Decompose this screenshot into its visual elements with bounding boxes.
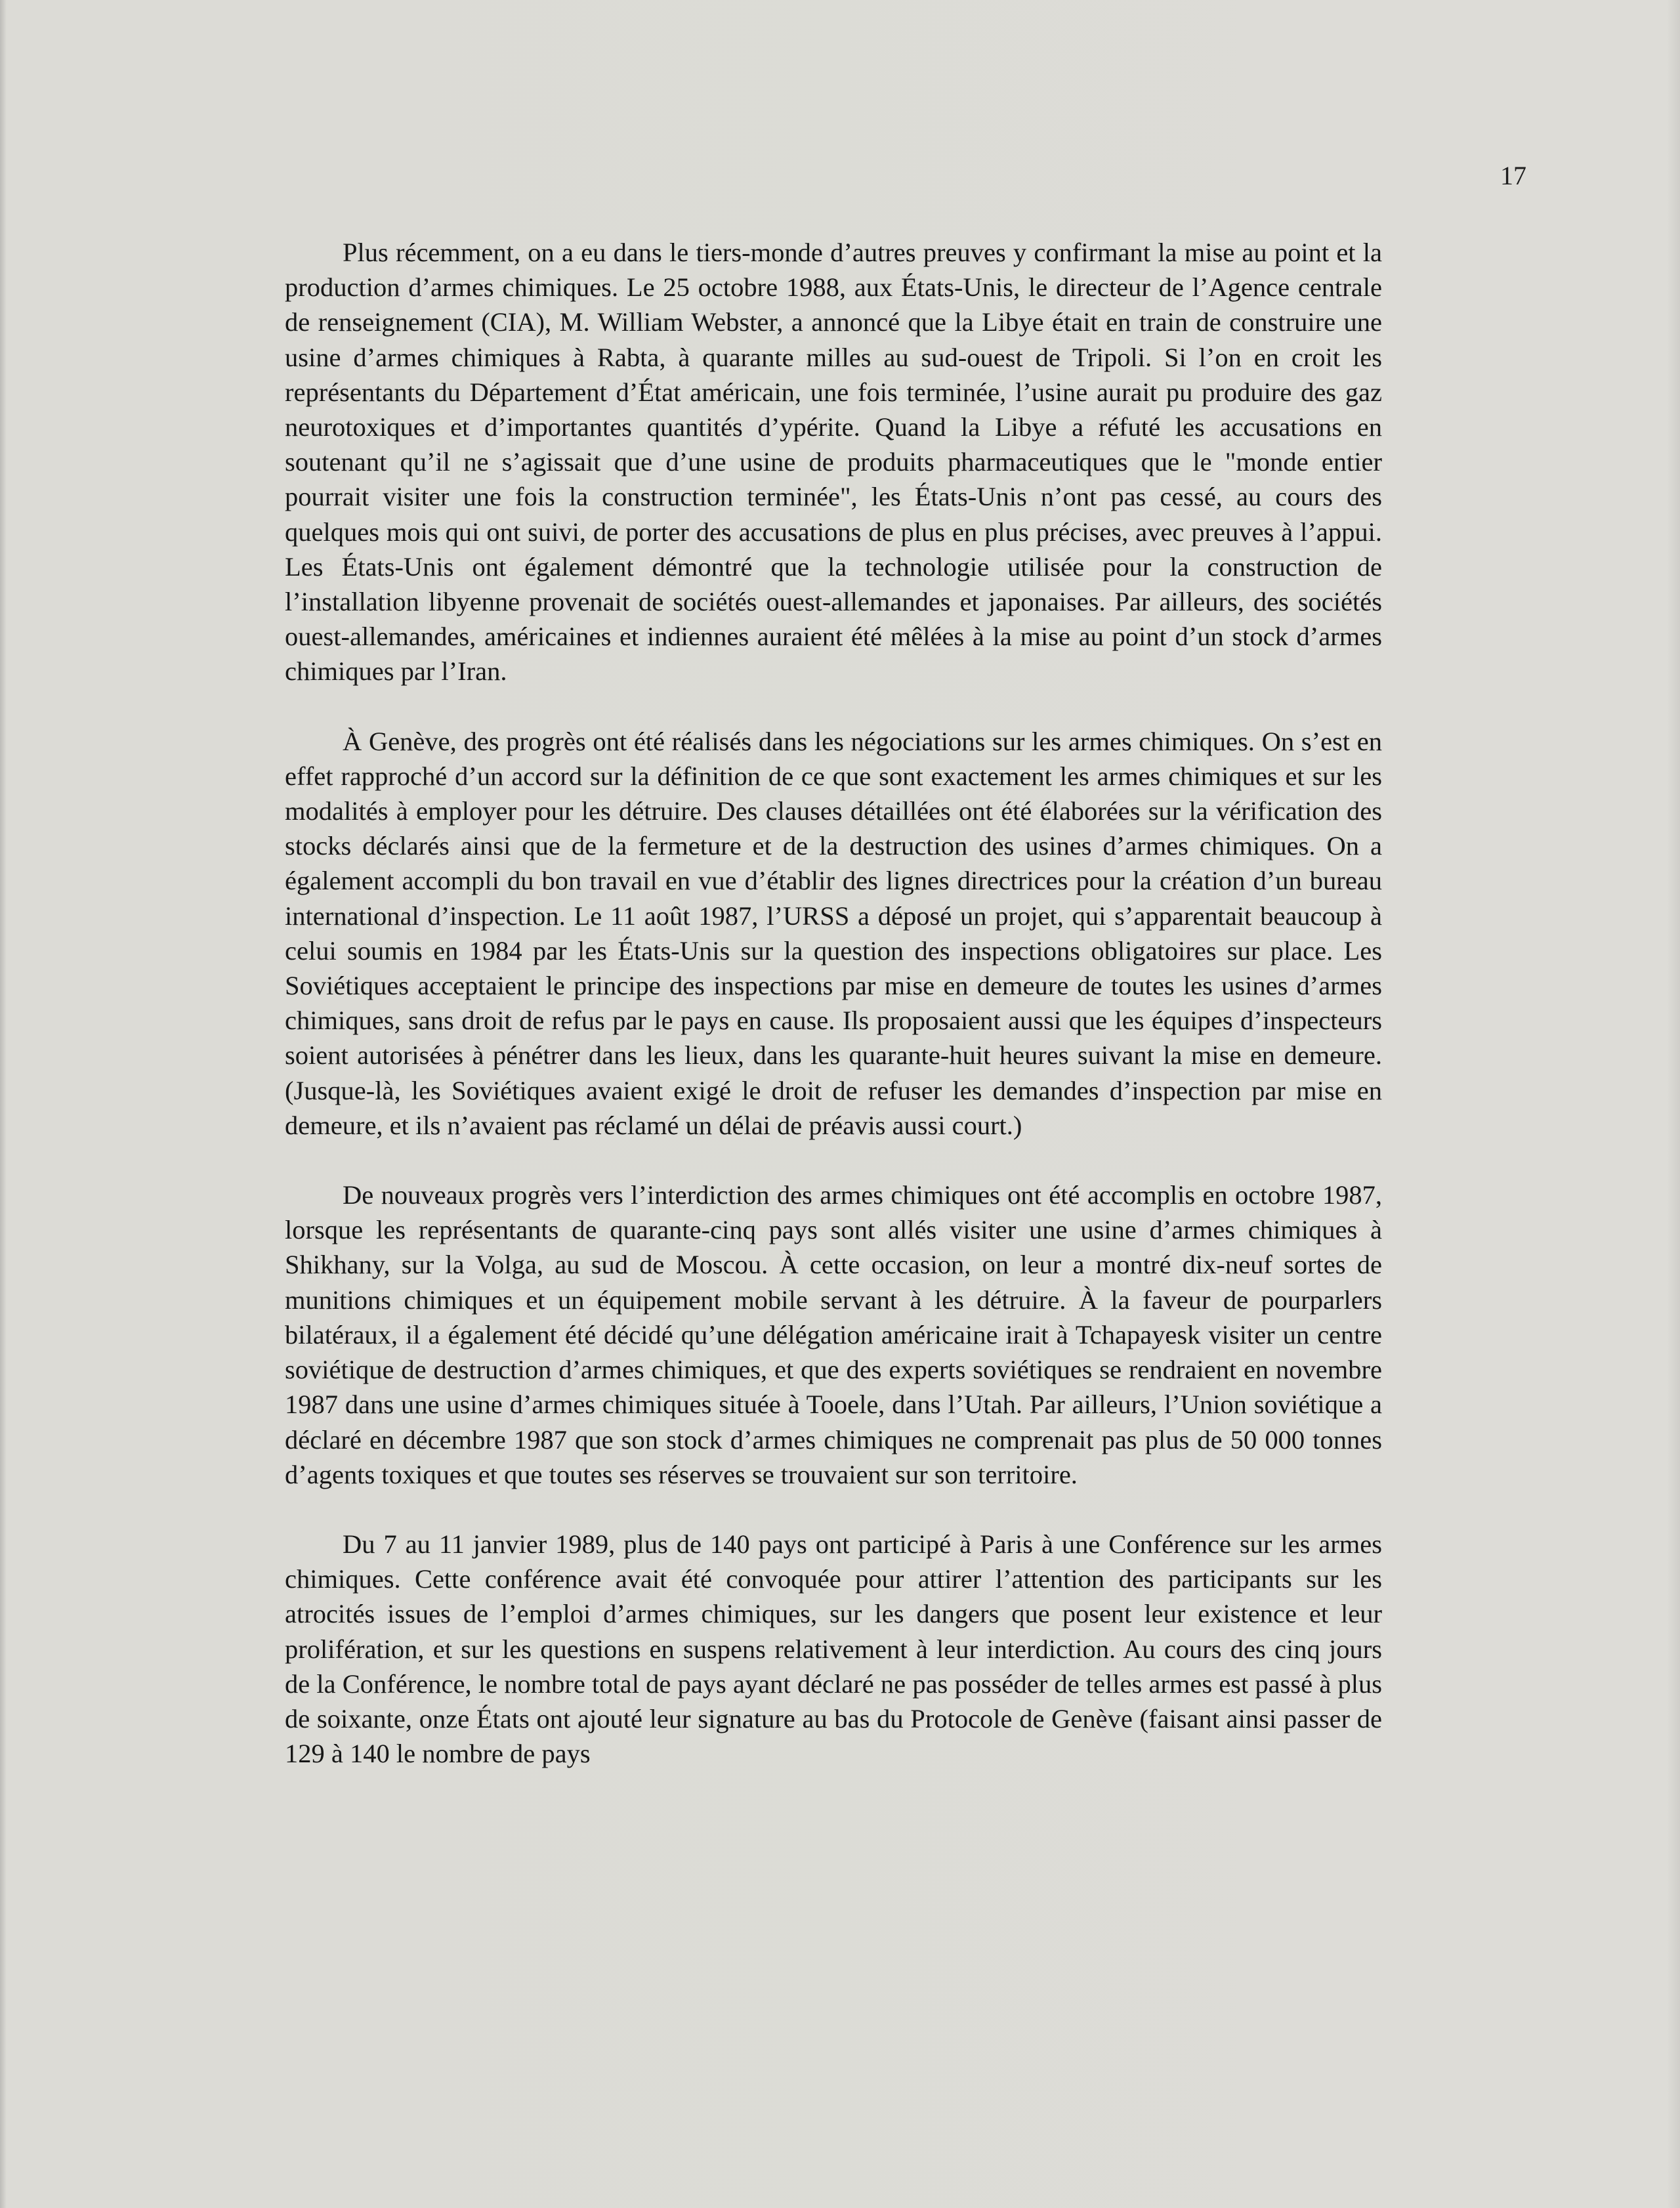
paragraph-shikhany-visit: De nouveaux progrès vers l’interdiction des armes chimiques ont été accomplis en octobre 1987, lorsque les représentants de quarante-cinq pays sont allés visiter une usine d’armes chimiques à Shikhany, sur la Volga, au sud de Moscou. À cette occasion, on leur a montré dix-neuf sortes de munitions chimiques et un équipement mobile servant à les détruire. À la faveur de pourparlers bilatéraux, il a également été décidé qu’une délégation américaine irait à Tchapayesk visiter un centre soviétique de destruction d’armes chimiques, et que des experts soviétiques se rendraient en novembre 1987 dans une usine d’armes chimiques située à Tooele, dans l’Utah. Par ailleurs, l’Union soviétique a déclaré en décembre 1987 que son stock d’armes chimiques ne comprenait pas plus de 50 000 tonnes d’agents toxiques et que toutes ses réserves se trouvaient sur son territoire. bbox=[285, 1180, 1382, 1489]
body-text bbox=[285, 235, 1382, 1771]
paragraph-paris-conference: Du 7 au 11 janvier 1989, plus de 140 pays ont participé à Paris à une Conférence sur les armes chimiques. Cette conférence avait été convoquée pour attirer l’attention des participants sur les atrocités issues de l’emploi d’armes chimiques, sur les dangers que posent leur existence et leur prolifération, et sur les questions en suspens relativement à leur interdiction. Au cours des cinq jours de la Conférence, le nombre total de pays ayant déclaré ne pas posséder de telles armes est passé à plus de soixante, onze États ont ajouté leur signature au bas du Protocole de Genève (faisant ainsi passer de 129 à 140 le nombre de pays bbox=[285, 1529, 1382, 1769]
paragraph-third-world-evidence: Plus récemment, on a eu dans le tiers-monde d’autres preuves y confirmant la mise au point et la production d’armes chimiques. Le 25 octobre 1988, aux États-Unis, le directeur de l’Agence centrale de renseignement (CIA), M. William Webster, a annoncé que la Libye était en train de construire une usine d’armes chimiques à Rabta, à quarante milles au sud-ouest de Tripoli. Si l’on en croit les représentants du Département d’État américain, une fois terminée, l’usine aurait pu produire des gaz neurotoxiques et d’importantes quantités d’ypérite. Quand la Libye a réfuté les accusations en soutenant qu’il ne s’agissait que d’une usine de produits pharmaceutiques que le "monde entier pourrait visiter une fois la construction terminée", les États-Unis n’ont pas cessé, au cours des quelques mois qui ont suivi, de porter des accusations de plus en plus précises, avec preuves à l’appui. Les États-Unis ont également démontré que la technologie utilisée pour la construction de l’installation libyenne provenait de sociétés ouest-allemandes et japonaises. Par ailleurs, des sociétés ouest-allemandes, américaines et indiennes auraient été mêlées à la mise au point d’un stock d’armes chimiques par l’Iran. bbox=[285, 238, 1382, 687]
paragraph-geneva-progress: À Genève, des progrès ont été réalisés dans les négociations sur les armes chimiques. On s’est en effet rapproché d’un accord sur la définition de ce que sont exactement les armes chimiques et sur les modalités à employer pour les détruire. Des clauses détaillées ont été élaborées sur la vérification des stocks déclarés ainsi que de la fermeture et de la destruction des usines d’armes chimiques. On a également accompli du bon travail en vue d’établir des lignes directrices pour la création d’un bureau international d’inspection. Le 11 août 1987, l’URSS a déposé un projet, qui s’apparentait beaucoup à celui soumis en 1984 par les États-Unis sur la question des inspections obligatoires sur place. Les Soviétiques acceptaient le principe des inspections par mise en demeure de toutes les usines d’armes chimiques, sans droit de refus par le pays en cause. Ils proposaient aussi que les équipes d’inspecteurs soient autorisées à pénétrer dans les lieux, dans les quarante-huit heures suivant la mise en demeure. (Jusque-là, les Soviétiques avaient exigé le droit de refuser les demandes d’inspection par mise en demeure, et ils n’avaient pas réclamé un délai de préavis aussi court.) bbox=[285, 726, 1382, 1140]
page-number: 17 bbox=[1500, 161, 1526, 190]
